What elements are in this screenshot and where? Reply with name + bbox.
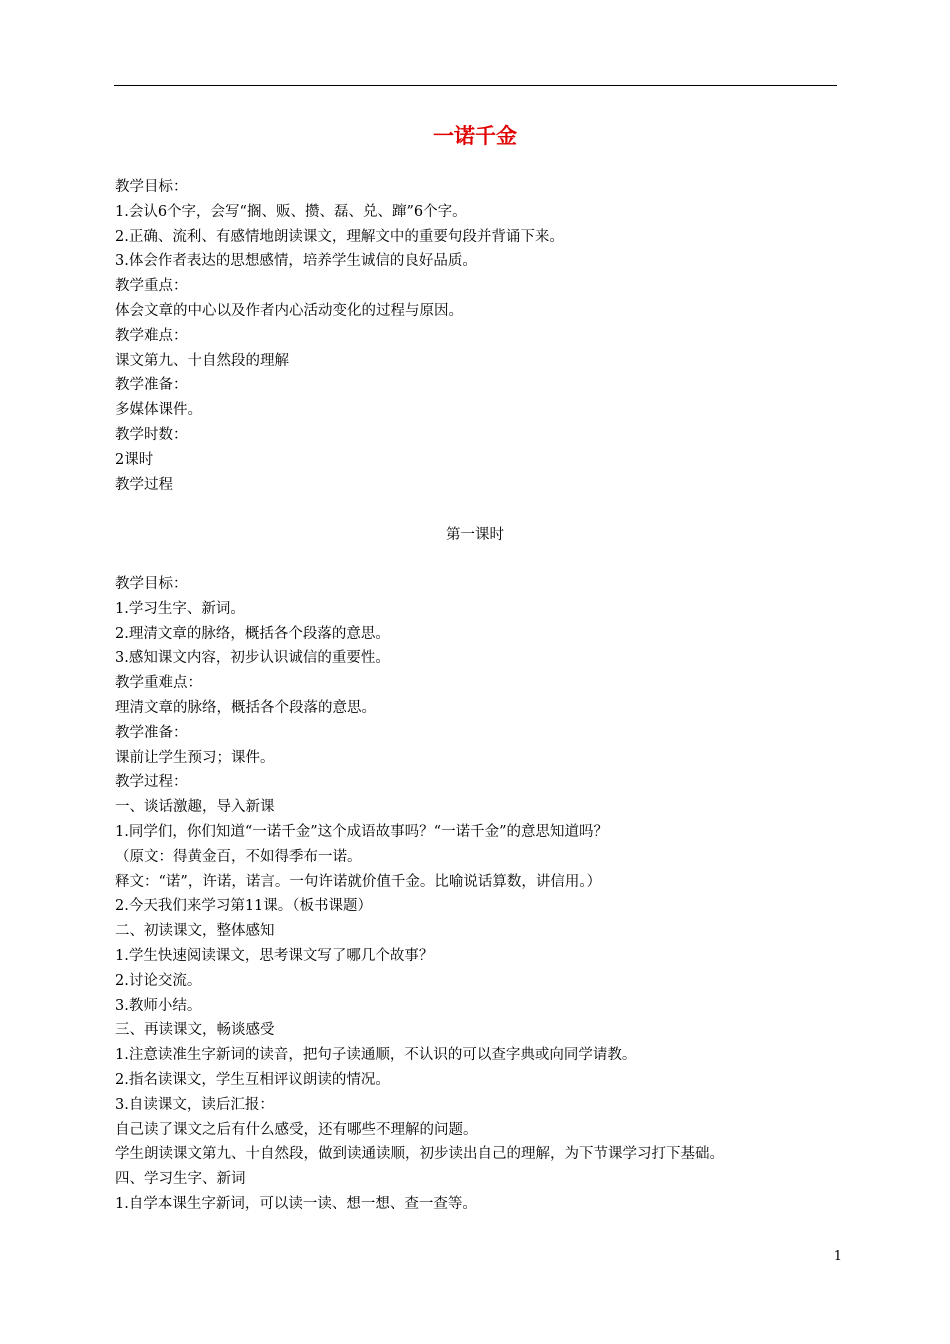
intro-line: 课文第九、十自然段的理解 bbox=[115, 352, 289, 369]
intro-line: 多媒体课件。 bbox=[115, 402, 202, 419]
lesson-line: 3.教师小结。 bbox=[115, 997, 202, 1014]
intro-line: 教学难点： bbox=[115, 327, 188, 344]
intro-line: 教学目标： bbox=[115, 179, 188, 195]
document-title: 一诺千金 bbox=[433, 124, 517, 148]
lesson-line: 2.今天我们来学习第11课。（板书课题） bbox=[115, 898, 373, 915]
section-heading: 第一课时 bbox=[446, 527, 504, 543]
lesson-line: 理清文章的脉络，概括各个段落的意思。 bbox=[115, 699, 376, 716]
lesson-line: 教学目标： bbox=[115, 576, 188, 592]
lesson-line: 课前让学生预习；课件。 bbox=[115, 749, 275, 766]
lesson-line: 释文：“诺”，许诺，诺言。一句许诺就价值千金。比喻说话算数，讲信用。） bbox=[115, 873, 602, 890]
intro-line: 教学时数： bbox=[115, 426, 188, 443]
intro-line: 教学准备： bbox=[115, 377, 188, 394]
intro-line: 2课时 bbox=[115, 451, 154, 468]
header-rule bbox=[114, 85, 837, 86]
lesson-line: 教学准备： bbox=[115, 724, 188, 741]
lesson-line: 二、初读课文，整体感知 bbox=[115, 923, 275, 940]
lesson-one-section bbox=[115, 572, 845, 1217]
intro-line: 1.会认6个字，会写“搁、贩、攒、磊、兑、蹿”6个字。 bbox=[115, 203, 467, 220]
lesson-line: 自己读了课文之后有什么感受，还有哪些不理解的问题。 bbox=[115, 1121, 478, 1138]
intro-line: 体会文章的中心以及作者内心活动变化的过程与原因。 bbox=[115, 302, 463, 319]
lesson-line: 2.指名读课文，学生互相评议朗读的情况。 bbox=[115, 1071, 390, 1088]
lesson-line: 1.学生快速阅读课文，思考课文写了哪几个故事？ bbox=[115, 947, 434, 964]
lesson-line: 一、谈话激趣，导入新课 bbox=[115, 799, 275, 816]
lesson-line: 三、再读课文，畅谈感受 bbox=[115, 1022, 275, 1039]
lesson-line: 3.感知课文内容，初步认识诚信的重要性。 bbox=[115, 650, 390, 667]
lesson-line: 3.自读课文，读后汇报： bbox=[115, 1096, 274, 1113]
lesson-line: 四、学习生字、新词 bbox=[115, 1171, 246, 1188]
lesson-line: 教学过程： bbox=[115, 774, 188, 791]
lesson-line: （原文：得黄金百，不如得季布一诺。 bbox=[115, 848, 362, 865]
intro-line: 教学过程 bbox=[115, 476, 173, 493]
intro-line: 3.体会作者表达的思想感情，培养学生诚信的良好品质。 bbox=[115, 253, 477, 270]
lesson-line: 2.理清文章的脉络，概括各个段落的意思。 bbox=[115, 625, 390, 642]
lesson-line: 1.自学本课生字新词，可以读一读、想一想、查一查等。 bbox=[115, 1195, 477, 1212]
lesson-line: 学生朗读课文第九、十自然段，做到读通读顺，初步读出自己的理解，为下节课学习打下基础。 bbox=[115, 1146, 724, 1163]
lesson-line: 2.讨论交流。 bbox=[115, 972, 202, 989]
intro-line: 2.正确、流利、有感情地朗读课文，理解文中的重要句段并背诵下来。 bbox=[115, 228, 564, 245]
intro-line: 教学重点： bbox=[115, 278, 188, 295]
intro-section bbox=[115, 175, 845, 497]
page-number: 1 bbox=[833, 1249, 842, 1264]
lesson-line: 1.同学们，你们知道“一诺千金”这个成语故事吗？“一诺千金”的意思知道吗？ bbox=[115, 823, 608, 840]
lesson-line: 教学重难点： bbox=[115, 675, 202, 692]
lesson-line: 1.学习生字、新词。 bbox=[115, 600, 245, 617]
lesson-line: 1.注意读准生字新词的读音，把句子读通顺，不认识的可以查字典或向同学请教。 bbox=[115, 1047, 637, 1064]
